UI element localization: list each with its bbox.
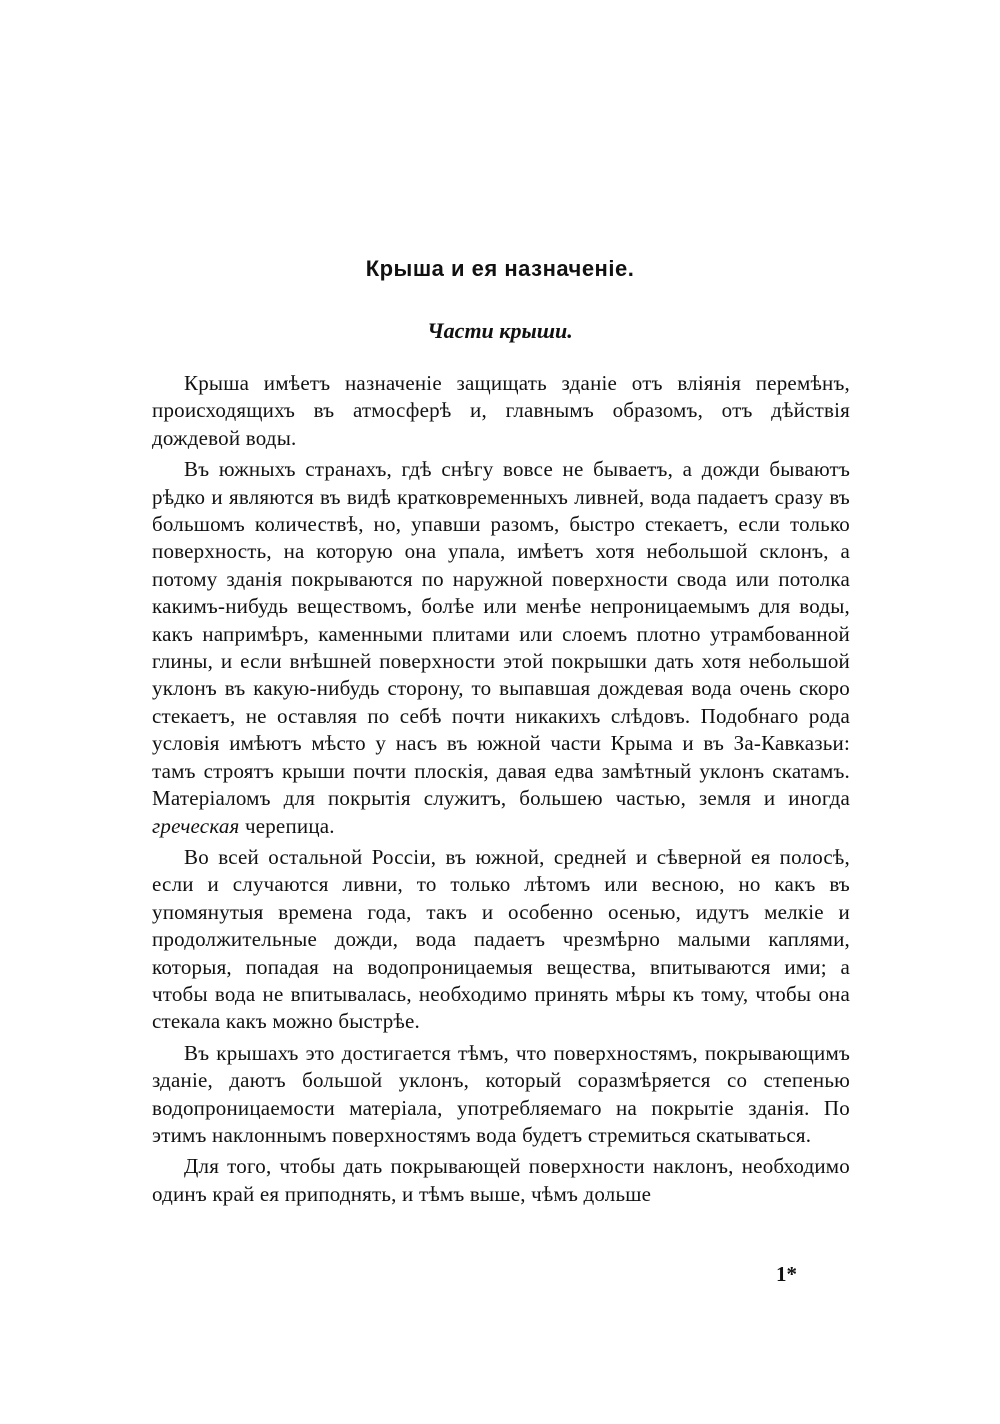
paragraph: Въ крышахъ это достигается тѣмъ, что поверхностямъ, покрывающимъ зданiе, даютъ большой уклонъ, который соразмѣряется со степенью водопроницаемости матерiала, употребляемаго на покрытiе зданiя. По этимъ наклоннымъ поверхностямъ вода будетъ стремиться скатываться. xyxy=(152,1040,850,1147)
italic-word: греческая xyxy=(152,813,240,838)
paragraph-text: Въ южныхъ странахъ, гдѣ снѣгу вовсе не бываетъ, а дожди бываютъ рѣдко и являются въ видѣ кратковременныхъ ливней, вода падаетъ сразу въ большомъ количествѣ, но, упавши разомъ, быстро стекаетъ, если только поверхность, на которую она упала, имѣетъ хотя небольшой склонъ, а потому зданiя покрываются по наружной поверхности свода или потолка какимъ-нибудь веществомъ, болѣе или менѣе непроницаемымъ для воды, какъ напримѣръ, каменными плитами или слоемъ плотно утрамбованной глины, и если внѣшней поверхности этой покрышки дать хотя небольшой уклонъ въ какую-нибудь сторону, то выпавшая дождевая вода очень скоро стекаетъ, не оставляя по себѣ почти никакихъ слѣдовъ. Подобнаго рода условiя имѣютъ мѣсто у насъ въ южной части Крыма и въ За-Кавказьи: тамъ строятъ крыши почти плоскiя, давая едва замѣтный уклонъ скатамъ. Матерiаломъ для покрытiя служитъ, большею частью, земля и иногда xyxy=(152,457,850,811)
paragraph xyxy=(152,456,850,840)
paragraph: Во всей остальной Россiи, въ южной, средней и сѣверной ея полосѣ, если и случаются ливни, то только лѣтомъ или весною, но какъ въ упомянутыя времена года, такъ и особенно осенью, идутъ мелкiе и продолжительные дожди, вода падаетъ чрезмѣрно малыми каплями, которыя, попадая на водопроницаемыя вещества, впитываются ими; а чтобы вода не впитывалась, необходимо принять мѣры къ тому, чтобы она стекала какъ можно быстрѣе. xyxy=(152,844,850,1034)
paragraph-tail: черепица. xyxy=(244,813,335,838)
body-text xyxy=(152,370,850,1212)
section-subtitle: Части крыши. xyxy=(427,318,573,343)
paragraph: Крыша имѣетъ назначенiе защищать зданiе отъ влiянiя перемѣнъ, происходящихъ въ атмосферѣ и, главнымъ образомъ, отъ дѣйствiя дождевой воды. xyxy=(152,371,850,450)
section-title: Крыша и ея назначенiе. xyxy=(365,256,635,281)
paragraph: Для того, чтобы дать покрывающей поверхности наклонъ, необходимо одинъ край ея приподнять, и тѣмъ выше, чѣмъ дольше xyxy=(152,1154,850,1206)
page-number: 1* xyxy=(776,1262,797,1286)
